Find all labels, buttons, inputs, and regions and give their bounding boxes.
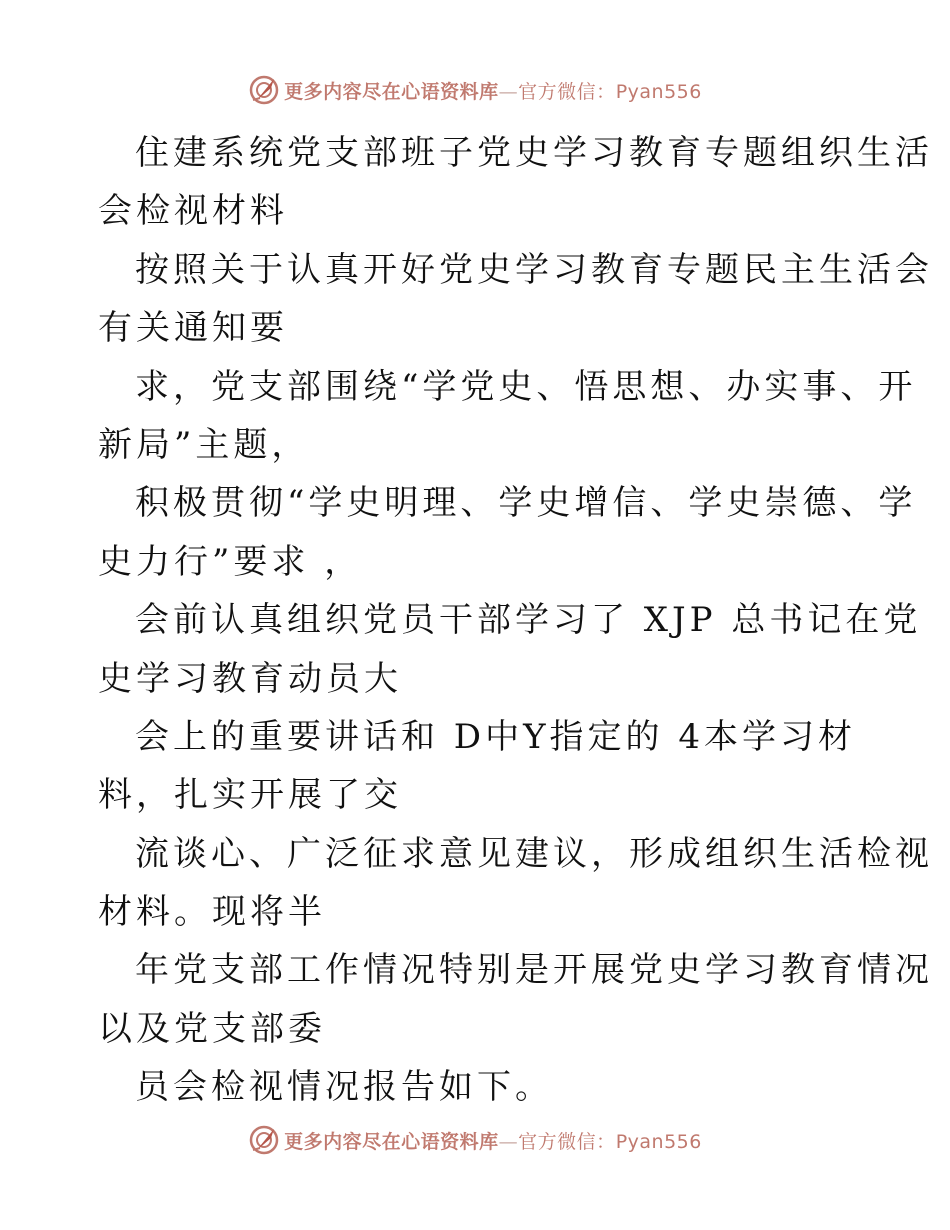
text-line: 流谈心、广泛征求意见建议，形成组织生活检视 [135, 833, 933, 874]
paragraph [98, 241, 933, 358]
header-watermark [0, 68, 950, 112]
quill-logo-icon [248, 1124, 280, 1156]
watermark-dash: — [498, 80, 519, 103]
text-line: 有关通知要 [98, 308, 288, 349]
text-line: 积极贯彻“学史明理、学史增信、学史崇德、学 [135, 483, 917, 524]
paragraph [98, 1058, 858, 1116]
text-line: 年党支部工作情况特别是开展党史学习教育情况 [135, 950, 933, 991]
text-line: 员会检视情况报告如下。 [135, 1067, 553, 1108]
text-line: 以及党支部委 [98, 1008, 326, 1049]
quill-logo-icon [248, 74, 280, 106]
paragraph [98, 708, 858, 825]
text-line: 新局”主题， [98, 424, 310, 465]
text-line: 史力行”要求 ， [98, 541, 363, 582]
watermark-wechat-label: 官方微信： [518, 80, 616, 103]
paragraph [98, 358, 917, 475]
watermark-wechat-id: Pyan556 [615, 1130, 702, 1153]
document-title [98, 124, 933, 241]
document-body [98, 124, 933, 1117]
watermark-wechat-id: Pyan556 [615, 80, 702, 103]
watermark-site: 更多内容尽在心语资料库 [284, 1130, 499, 1153]
text-line: 按照关于认真开好党史学习教育专题民主生活会 [135, 249, 933, 290]
watermark-text [284, 1127, 702, 1154]
text-line: 求，党支部围绕“学党史、悟思想、办实事、开 [135, 366, 917, 407]
footer-watermark [0, 1118, 950, 1162]
watermark-site: 更多内容尽在心语资料库 [284, 80, 499, 103]
watermark-text [284, 77, 702, 104]
text-line: 料，扎实开展了交 [98, 775, 402, 816]
paragraph [98, 474, 917, 591]
title-line: 会检视材料 [98, 191, 288, 232]
text-line: 会前认真组织党员干部学习了 XJP 总书记在党 [135, 600, 922, 641]
text-line: 史学习教育动员大 [98, 658, 402, 699]
title-line: 住建系统党支部班子党史学习教育专题组织生活 [135, 133, 933, 173]
paragraph [98, 825, 933, 942]
paragraph [98, 941, 933, 1058]
watermark-dash: — [498, 1130, 519, 1153]
paragraph [98, 591, 922, 708]
watermark-wechat-label: 官方微信： [518, 1130, 616, 1153]
text-line: 材料。现将半 [98, 892, 326, 933]
text-line: 会上的重要讲话和 D中Y指定的 4本学习材 [135, 716, 856, 757]
